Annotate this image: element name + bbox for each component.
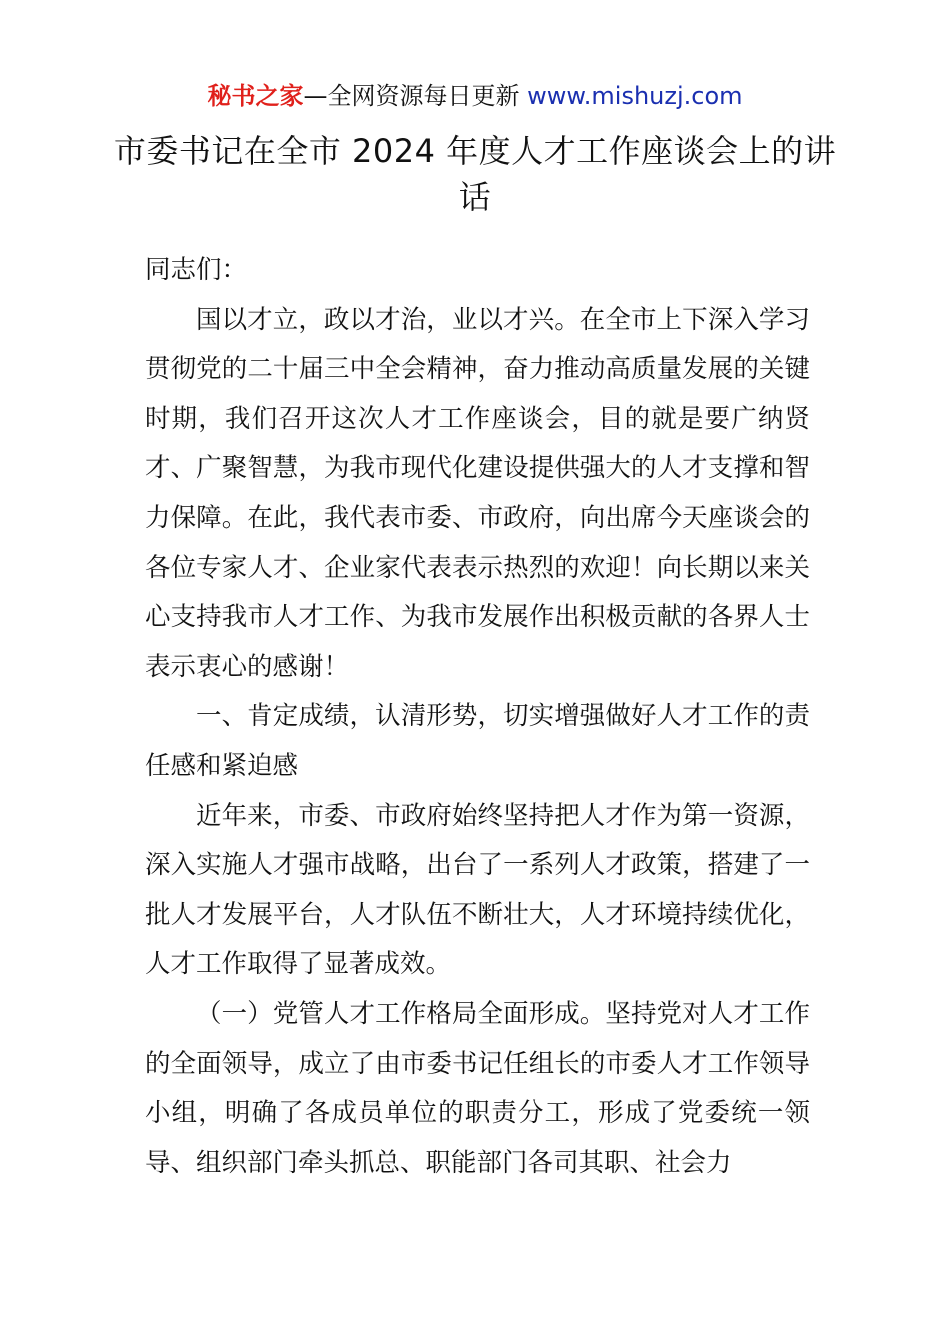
brand-name: 秘书之家: [207, 82, 304, 110]
body-paragraph: （一）党管人才工作格局全面形成。坚持党对人才工作的全面领导，成立了由市委书记任组长的市委人才工作领导小组，明确了各成员单位的职责分工，形成了党委统一领导、组织部门牵头抓总、职能部门各司其职、社会力: [145, 998, 810, 1178]
section-heading: 一、肯定成绩，认清形势，切实增强做好人才工作的责任感和紧迫感: [145, 701, 810, 781]
document-body: [145, 246, 810, 1188]
header-tagline: —全网资源每日更新: [303, 82, 528, 110]
body-paragraph: 近年来，市委、市政府始终坚持把人才作为第一资源，深入实施人才强市战略，出台了一系列人才政策，搭建了一批人才发展平台，人才队伍不断壮大，人才环境持续优化，人才工作取得了显著成效。: [145, 800, 810, 980]
greeting: 同志们：: [145, 255, 248, 285]
body-paragraph: 国以才立，政以才治，业以才兴。在全市上下深入学习贯彻党的二十届三中全会精神，奋力推动高质量发展的关键时期，我们召开这次人才工作座谈会，目的就是要广纳贤才、广聚智慧，为我市现代化建设提供强大的人才支撑和智力保障。在此，我代表市委、市政府，向出席今天座谈会的各位专家人才、企业家代表表示热烈的欢迎！向长期以来关心支持我市人才工作、为我市发展作出积极贡献的各界人士表示衷心的感谢！: [145, 304, 810, 682]
site-url-link[interactable]: www.mishuzj.com: [527, 82, 743, 110]
site-header: [0, 80, 950, 112]
document-title: 市委书记在全市 2024 年度人才工作座谈会上的讲话: [113, 132, 837, 216]
